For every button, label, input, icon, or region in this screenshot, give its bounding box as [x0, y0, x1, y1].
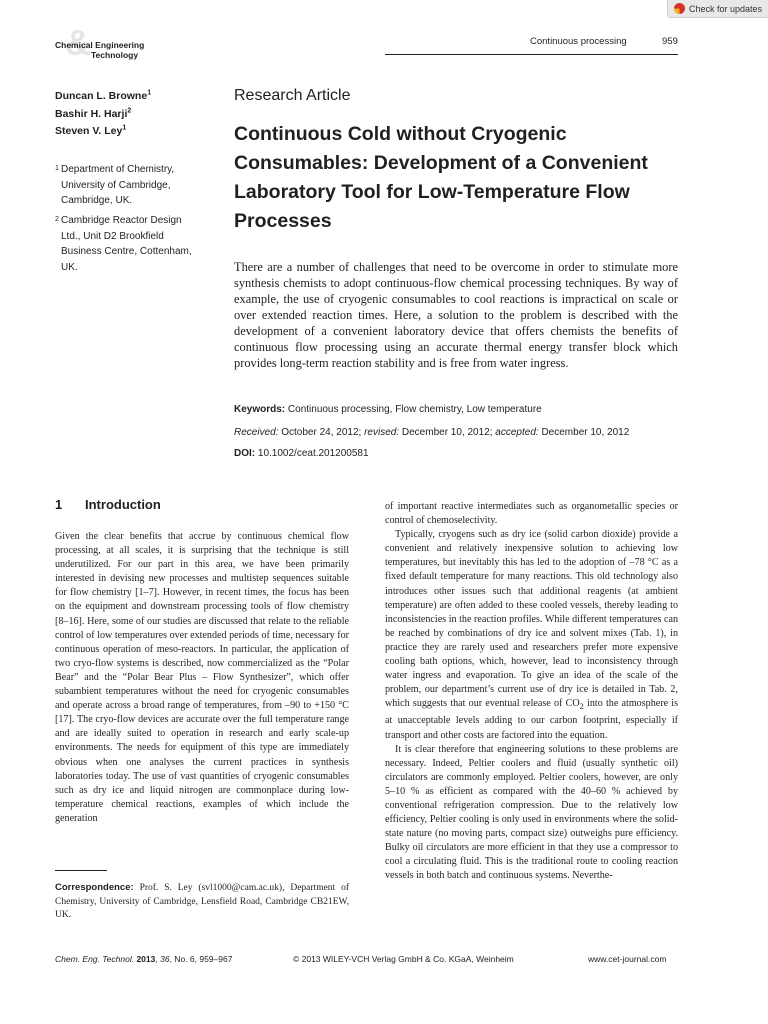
correspondence-note: Correspondence: Prof. S. Ley (svl1000@cam.ac.uk), Department of Chemistry, University of Cambridge, Lensfield Road, Cambridge CB21EW, UK. [55, 882, 350, 920]
author: Bashir H. Harji$^2$ [55, 107, 132, 120]
check-for-updates-button[interactable] [667, 0, 768, 18]
author: Duncan L. Browne$^1$ [55, 89, 152, 102]
running-head: Continuous processing [530, 36, 627, 47]
check-for-updates-label: Check for updates [689, 3, 763, 14]
crossmark-icon [674, 3, 685, 14]
keywords: Keywords: Continuous processing, Flow chemistry, Low temperature [234, 404, 542, 415]
journal-logo-line1: Chemical Engineering [55, 40, 145, 50]
author-list [55, 88, 151, 141]
body-paragraph: It is clear therefore that engineering solutions to these problems are necessary. Indeed, Peltier coolers and fluid (usually synthetic oil) circulators are commonly employed. Peltier coolers, however, are only 5–10 % as efficient as compared with the 40–60 % achieved by conventional refrigeration compression. Due to the relatively low efficiency, Peltier cooling is only used in environments where the solid-state nature (no moving parts, compact size) outweighs pure efficiency. Bulky oil circulators are more efficient in that they use a compressor to cool a circulating fluid. This is the traditional route to cooling reaction vessels in both batch and continuous systems. Neverthe- [385, 743, 678, 882]
footnote-rule [55, 870, 107, 871]
article-title: Continuous Cold without Cryogenic Consumables: Development of a Convenient Laboratory Tool for Low-Temperature Flow Processes [234, 123, 648, 232]
footer-copyright: © 2013 WILEY-VCH Verlag GmbH & Co. KGaA, Weinheim [293, 954, 514, 964]
article-type: Research Article [234, 87, 351, 104]
page-number: 959 [662, 36, 678, 47]
affiliation-2: 2 Cambridge Reactor Design Ltd., Unit D2 Brookfield Business Centre, Cottenham, UK. [55, 215, 192, 273]
footer-citation: Chem. Eng. Technol. 2013, 36, No. 6, 959–967 [55, 954, 233, 964]
header-rule [385, 54, 678, 55]
body-paragraph: Given the clear benefits that accrue by continuous chemical flow processing, at all scales, it is surprising that the technique is still underutilized. For our part in this area, we have been primarily interested in devising new processes and multistep sequences suitable for flow chemistry [1–7]. However, in recent times, the focus has been on the equipment and downstream processing tools of flow chemistry [8–16]. Here, some of our studies are discussed that relate to the reliable control of low temperatures over extended periods of time, necessary for continuous operation of meso-reactors. In particular, the application of two cryo-flow systems is described, now commercialized as the “Polar Bear” and the “Polar Bear Plus – Flow Synthesizer”, which offer subambient temperatures without the need for cryogenic consumables and operate across a broad range of temperatures, from –90 to +150 °C [17]. The cryo-flow devices are accurate over the full temperature range and are ideally suited to operation in research and early scale-up environments. The needs for equipment of this type are immediately obvious when one analyses the current practices in synthesis laboratories today. The use of vast quantities of cryogenic consumables such as dry ice and liquid nitrogen are commonplace during low-temperature chemical reactions, examples of which include the generation [55, 531, 349, 824]
body-column-left [55, 530, 349, 826]
body-paragraph: Typically, cryogens such as dry ice (solid carbon dioxide) provide a convenient and relatively inexpensive solution to achieving low temperatures, but inevitably this has led to the adoption of –78 °C as a fixed default temperature for many reactions. This old technology also introduces other issues such that additional reagents (at ambient temperature) are often added to these cooled vessels, thereby leading to inconsistencies in the reaction profiles. While different temperatures can be reached by combinations of dry ice and solvent mixes (Tab. 1), in practice they are rarely used and researchers prefer more expensive cooling bath options, which, however, lead to inconsistency through water ingress and evaporation. To give an idea of the scale of the problem, our department’s current use of dry ice is detailed in Tab. 2, which suggests that our eventual release of $CO_2$ into the atmosphere is at unacceptable levels adding to our carbon footprint, especially if transport and other costs are factored into the equation. [385, 529, 679, 741]
footer-website[interactable]: www.cet-journal.com [588, 954, 667, 964]
journal-logo [55, 22, 145, 63]
author: Steven V. Ley$^1$ [55, 124, 127, 137]
journal-logo-line2: Technology [91, 50, 139, 60]
doi-link[interactable]: 10.1002/ceat.201200581 [257, 448, 369, 459]
section-heading: 1 Introduction [55, 497, 161, 512]
dates: Received: October 24, 2012; revised: December 10, 2012; accepted: December 10, 2012 [234, 427, 630, 438]
abstract: There are a number of challenges that need to be overcome in order to stimulate more synthesis chemists to adopt continuous-flow chemical processing techniques. By way of example, the use of cryogenic consumables to cool reactions is impractical on scale or over extended reaction times. Here, a solution to the problem is described with the development of a convenient laboratory device that offers chemists the benefits of continuous flow processing using an accurate thermal energy transfer block which provides long-term reaction stability and is free from water ingress. [234, 260, 678, 370]
body-column-right [385, 500, 678, 884]
body-paragraph: of important reactive intermediates such as organometallic species or control of chemoselectivity. [385, 501, 678, 527]
journal-logo-mark: & [65, 22, 91, 63]
doi: DOI: 10.1002/ceat.201200581 [234, 448, 369, 459]
affiliation-1: 1 Department of Chemistry, University of Cambridge, Cambridge, UK. [55, 164, 175, 206]
